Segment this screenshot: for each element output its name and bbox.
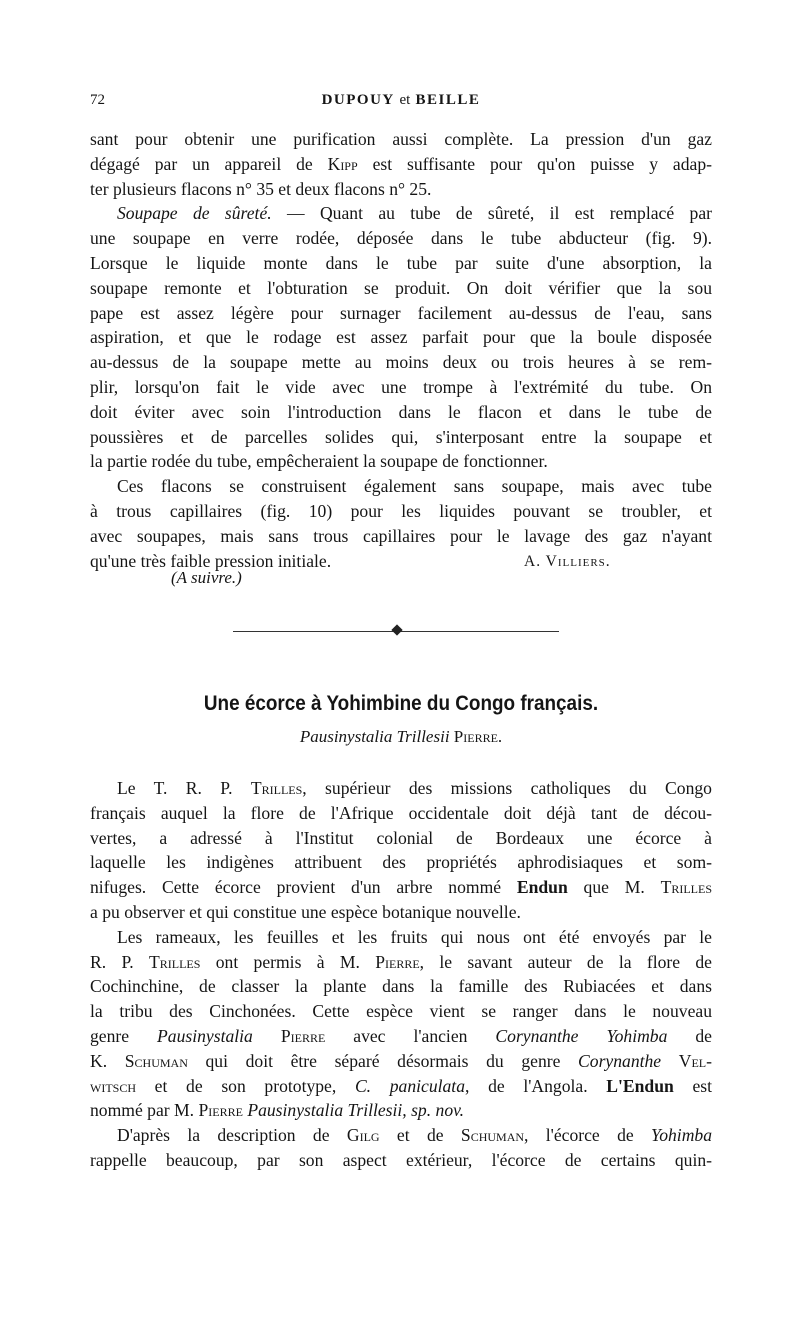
text-line: au-dessus de la soupape mette au moins deux ou trois heures à se rem-: [90, 352, 712, 373]
page-number: 72: [90, 92, 105, 108]
text-line: [90, 950, 712, 975]
text-line: a pu observer et qui constitue une espèce botanique nouvelle.: [90, 901, 521, 922]
text-run: R. P.: [90, 951, 149, 972]
text-run: genre: [90, 1025, 158, 1046]
text-run: qui doit être séparé désormais du genre: [187, 1050, 579, 1071]
species-name: Pausinystalia Trillesii: [299, 727, 450, 746]
text-run: D'après la description de: [117, 1125, 347, 1146]
author-name: Kipp: [327, 153, 358, 174]
genus-name: Corynanthe: [578, 1050, 662, 1071]
text-line: Les rameaux, les feuilles et les fruits qui nous ont été envoyés par le: [117, 926, 712, 947]
text-run: est suffisante pour qu'on puisse y adap-: [357, 153, 712, 174]
person-name: Pierre: [375, 951, 420, 972]
text-run: et de: [379, 1125, 461, 1146]
text-run: [253, 1026, 281, 1046]
text-run: , supérieur des missions catholiques du Congo: [302, 778, 712, 798]
text-run: nommé par M.: [90, 1100, 199, 1121]
species-authority: Pierre.: [453, 727, 503, 746]
text-line: Cochinchine, de classer la plante dans la famille des Rubiacées et dans: [90, 976, 712, 997]
person-name: Trilles: [660, 877, 712, 898]
running-head-author-2: BEILLE: [415, 92, 481, 108]
person-name: Trilles: [149, 951, 201, 972]
person-name: Pierre: [280, 1025, 326, 1046]
running-head-author-1: DUPOUY: [321, 92, 395, 108]
text-run: , de l'Angola.: [465, 1075, 607, 1096]
text-line: la partie rodée du tube, empêcheraient la soupape de fonctionner.: [90, 451, 548, 472]
text-line: [90, 152, 712, 177]
person-name: Trilles: [250, 778, 303, 798]
text-line: ter plusieurs flacons n° 35 et deux flacons n° 25.: [90, 178, 432, 199]
person-name: witsch: [90, 1075, 136, 1096]
text-run: et de son prototype,: [136, 1075, 355, 1096]
text-run: — Quant au tube de sûreté, il est remplacé par: [271, 203, 712, 224]
species-name: C. paniculata: [354, 1075, 465, 1096]
text-run: ont permis à M.: [200, 951, 376, 972]
text-run: , l'écorce de: [524, 1125, 652, 1146]
text-line: plir, lorsqu'on fait le vide avec une trompe à l'extrémité du tube. On: [90, 376, 712, 397]
person-name: Schuman: [460, 1125, 525, 1146]
text-line: français auquel la flore de l'Afrique occidentale doit déjà tant de décou-: [90, 802, 712, 823]
running-head-conjunction: et: [399, 92, 411, 108]
text-line: sant pour obtenir une purification aussi complète. La pression d'un gaz: [90, 129, 712, 149]
text-line: [90, 1049, 712, 1074]
diamond-ornament-icon: [391, 624, 402, 635]
bold-term: L'Endun: [606, 1075, 674, 1096]
person-name: Gilg: [346, 1125, 380, 1146]
text-line: à trous capillaires (fig. 10) pour les liquides pouvant se troubler, et: [90, 500, 712, 521]
to-be-continued-note: (A suivre.): [171, 568, 242, 587]
text-line: Ces flacons se construisent également sans soupape, mais avec tube: [117, 476, 712, 497]
text-run: K.: [90, 1050, 125, 1071]
text-line: [90, 201, 712, 226]
text-run: dégagé par un appareil de: [90, 153, 328, 174]
author-signature: A. Villiers.: [524, 553, 611, 570]
species-name: Pausinystalia Trillesii, sp. nov.: [247, 1100, 465, 1121]
text-line: pape est assez légère pour surnager facilement au-dessus de l'eau, sans: [90, 302, 712, 323]
article-title: Une écorce à Yohimbine du Congo français.: [203, 692, 599, 715]
text-run: nifuges. Cette écorce provient d'un arbre nommé: [90, 877, 517, 898]
species-name: Corynanthe Yohimba: [495, 1025, 668, 1046]
person-name: Vel-: [678, 1050, 712, 1071]
text-line: doit éviter avec soin l'introduction dans le flacon et dans le tube de: [90, 401, 712, 422]
text-line: vertes, a adressé à l'Institut colonial de Bordeaux une écorce à: [90, 827, 712, 848]
text-line: laquelle les indigènes attribuent des propriétés aphrodisiaques et som-: [90, 852, 712, 873]
text-run: [661, 1051, 679, 1071]
text-line: [90, 1098, 712, 1123]
text-line: la tribu des Cinchonées. Cette espèce vient se ranger dans le nouveau: [90, 1001, 712, 1022]
text-line: Lorsque le liquide monte dans le tube par suite d'une absorption, la: [90, 252, 712, 273]
text-line: [90, 1024, 712, 1049]
text-run: Le T. R. P.: [117, 778, 251, 798]
species-name: Yohimba: [651, 1125, 712, 1146]
person-name: Pierre: [198, 1100, 243, 1121]
text-run: est: [673, 1075, 712, 1096]
text-line: aspiration, et que le rodage est assez parfait pour que la boule disposée: [90, 327, 712, 348]
section-heading-italic: Soupape de sûreté.: [117, 203, 272, 224]
text-line: avec soupapes, mais sans trous capillaires pour le lavage des gaz n'ayant: [90, 525, 712, 546]
text-line: poussières et de parcelles solides qui, s'interposant entre la soupape et: [90, 426, 712, 447]
page-header: [90, 92, 712, 112]
text-line: soupape remonte et l'obturation se produit. On doit vérifier que la sou: [90, 277, 712, 298]
text-line: une soupape en verre rodée, déposée dans le tube abducteur (fig. 9).: [90, 228, 712, 249]
body-text-continued: [90, 127, 712, 573]
article-subtitle: [90, 727, 712, 747]
text-run: que M.: [567, 877, 661, 898]
text-line: qu'une très faible pression initiale.: [90, 550, 332, 571]
text-line: rappelle beaucoup, par son aspect extérieur, l'écorce de certains quin-: [90, 1149, 712, 1170]
text-line: [90, 1123, 712, 1148]
running-head: [90, 92, 712, 109]
text-run: avec l'ancien: [325, 1025, 496, 1046]
bold-term: Endun: [516, 877, 568, 898]
text-line: [90, 875, 712, 900]
text-line: [90, 776, 712, 801]
article-body: [90, 776, 712, 1173]
text-run: , le savant auteur de la flore de: [419, 951, 712, 972]
text-line: [90, 1074, 712, 1099]
text-run: de: [667, 1025, 712, 1046]
genus-name: Pausinystalia: [157, 1025, 253, 1046]
person-name: Schuman: [124, 1050, 188, 1071]
